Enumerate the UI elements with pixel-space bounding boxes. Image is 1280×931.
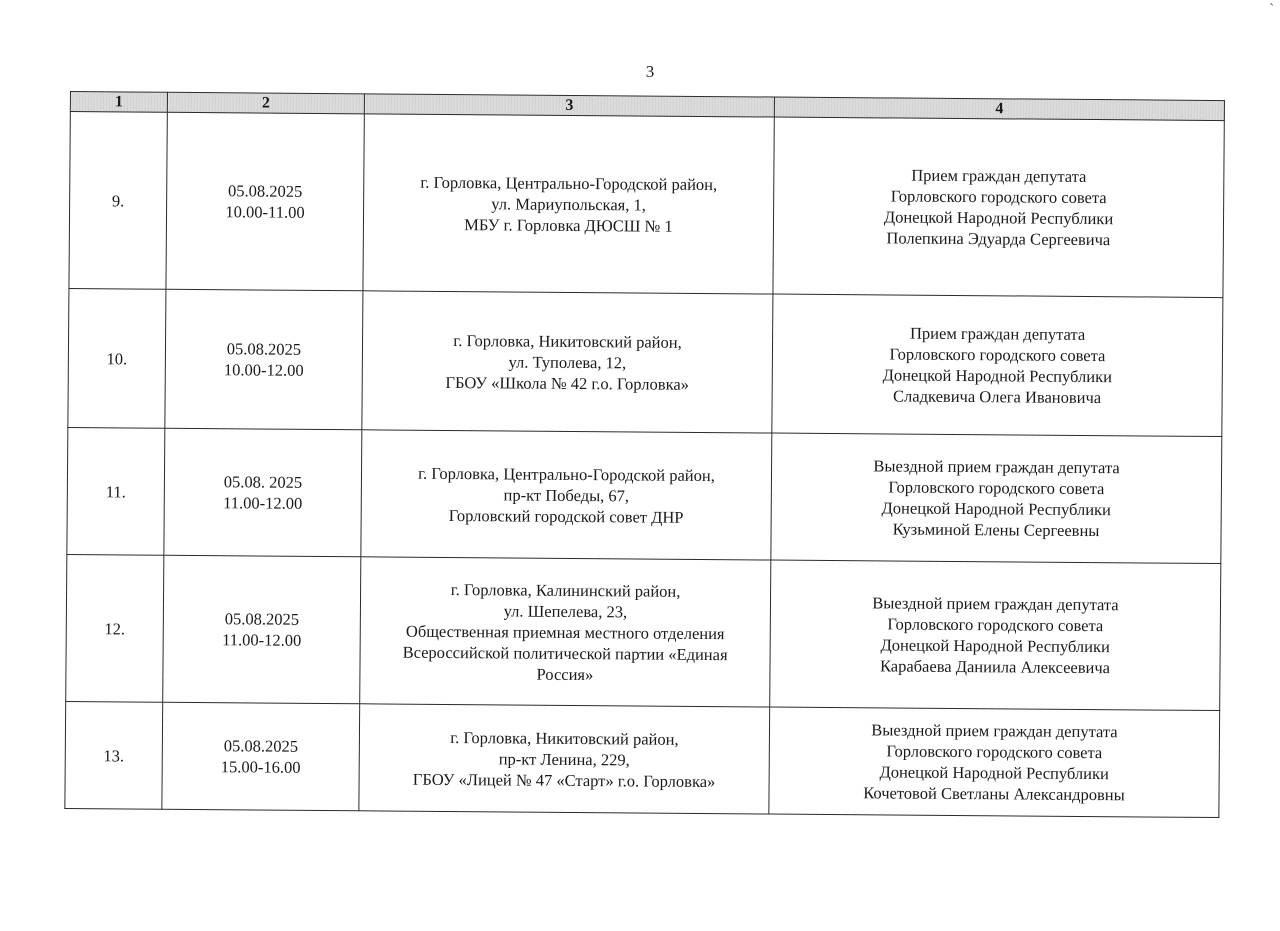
event-line: Карабаева Даниила Алексеевича	[879, 656, 1111, 678]
table-row	[67, 427, 1222, 563]
date-time-cell	[162, 702, 360, 811]
event-line: Кочетовой Светланы Александровны	[863, 783, 1125, 805]
event-line: Донецкой Народной Республики	[879, 762, 1109, 784]
event-line: Полепкина Эдуарда Сергеевича	[886, 228, 1111, 250]
place-line: ул. Мариупольская, 1,	[491, 193, 646, 215]
event-line: Горловского городского совета	[890, 186, 1107, 208]
place-line: Всероссийской политической партии «Единая	[402, 642, 728, 664]
column-header: 4	[774, 97, 1224, 121]
column-header: 3	[364, 94, 774, 117]
time: 10.00-11.00	[225, 202, 305, 222]
place-cell	[363, 114, 774, 294]
place-line: Россия»	[536, 664, 594, 684]
row-number: 10.	[68, 288, 166, 428]
event-line: Прием граждан депутата	[911, 165, 1087, 186]
table-row	[65, 701, 1220, 817]
event-cell	[771, 433, 1222, 564]
place-line: г. Горловка, Калининский район,	[450, 579, 681, 601]
schedule-sheet	[64, 91, 1225, 818]
event-line: Прием граждан депутата	[909, 323, 1086, 344]
row-number: 13.	[65, 701, 163, 809]
event-cell	[769, 707, 1220, 818]
date-time-cell	[164, 428, 362, 557]
time: 11.00-12.00	[222, 630, 302, 650]
time: 10.00-12.00	[223, 360, 304, 380]
place-line: пр-кт Победы, 67,	[503, 484, 630, 505]
event-line: Донецкой Народной Республики	[883, 207, 1114, 229]
event-cell	[773, 117, 1224, 298]
date: 05.08. 2025	[223, 472, 303, 492]
time: 11.00-12.00	[223, 493, 303, 513]
place-cell	[359, 704, 770, 814]
schedule-table	[64, 91, 1225, 818]
place-line: г. Горловка, Никитовский район,	[450, 727, 679, 749]
scan-mark: `	[1269, 2, 1274, 17]
page-number: 3	[645, 62, 655, 81]
place-line: ГБОУ «Школа № 42 г.о. Горловка»	[445, 372, 690, 394]
date: 05.08.2025	[228, 181, 303, 201]
place-line: Горловский городской совет ДНР	[448, 505, 684, 527]
place-line: пр-кт Ленина, 229,	[498, 748, 630, 769]
place-cell	[360, 557, 771, 707]
place-line: ул. Шепелева, 23,	[503, 600, 628, 621]
place-cell	[361, 430, 772, 560]
column-header: 1	[70, 92, 167, 113]
table-row	[69, 112, 1224, 298]
event-line: Горловского городского совета	[887, 614, 1104, 636]
row-number: 11.	[67, 427, 165, 555]
row-number: 12.	[66, 554, 164, 702]
event-line: Горловского городского совета	[886, 741, 1103, 763]
place-line: г. Горловка, Центрально-Городской район,	[420, 172, 718, 194]
event-line: Сладкевича Олега Ивановича	[893, 386, 1102, 408]
event-line: Кузьминой Елены Сергеевны	[892, 519, 1100, 541]
date: 05.08.2025	[226, 339, 302, 359]
place-line: ул. Туполева, 12,	[508, 351, 627, 372]
event-line: Донецкой Народной Республики	[881, 498, 1111, 520]
time: 15.00-16.00	[220, 757, 301, 777]
event-cell	[772, 294, 1223, 437]
row-number: 9.	[69, 112, 167, 290]
event-line: Выездной прием граждан депутата	[871, 720, 1118, 742]
event-line: Выездной прием граждан депутата	[872, 593, 1119, 615]
date: 05.08.2025	[223, 736, 299, 756]
date: 05.08.2025	[224, 609, 300, 629]
column-header: 2	[167, 92, 364, 114]
place-cell	[362, 291, 773, 433]
event-line: Выездной прием граждан депутата	[873, 456, 1120, 478]
table-row	[68, 288, 1223, 436]
place-line: ГБОУ «Лицей № 47 «Старт» г.о. Горловка»	[412, 769, 716, 791]
place-line: г. Горловка, Никитовский район,	[453, 330, 682, 352]
event-line: Донецкой Народной Республики	[882, 365, 1113, 387]
event-cell	[770, 560, 1221, 711]
date-time-cell	[163, 555, 361, 704]
event-line: Донецкой Народной Республики	[880, 635, 1110, 657]
place-line: Общественная приемная местного отделения	[405, 621, 725, 643]
table-row	[66, 554, 1221, 710]
date-time-cell	[165, 289, 363, 430]
place-line: г. Горловка, Центрально-Городской район,	[418, 463, 715, 485]
event-line: Горловского городского совета	[888, 477, 1105, 499]
place-line: МБУ г. Горловка ДЮСШ № 1	[464, 214, 673, 236]
event-line: Горловского городского совета	[889, 344, 1106, 366]
date-time-cell	[166, 112, 364, 291]
